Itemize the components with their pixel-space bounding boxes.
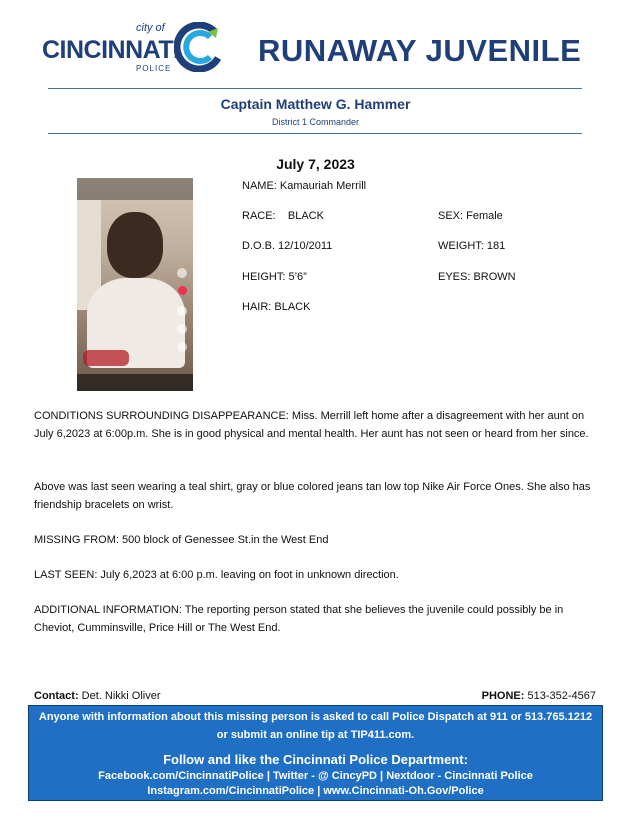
district-title: District 1 Commander bbox=[271, 117, 360, 127]
missing-person-photo bbox=[77, 178, 193, 391]
logo-city-of: city of bbox=[136, 22, 165, 34]
tip-line-1: Anyone with information about this missing person is asked to call Police Dispatch at 911 or 513.765.1212 bbox=[38, 711, 593, 723]
paragraph-missing-from: MISSING FROM: 500 block of Genessee St.in the West End bbox=[34, 534, 329, 546]
tip-info-box bbox=[28, 705, 603, 801]
detail-hair: HAIR: BLACK bbox=[242, 301, 311, 313]
cincinnati-c-logo-icon bbox=[174, 22, 224, 72]
detail-name: NAME: Kamauriah Merrill bbox=[242, 180, 367, 192]
photo-face bbox=[107, 212, 163, 278]
detail-race-label: RACE: bbox=[242, 210, 276, 222]
detail-weight: WEIGHT: 181 bbox=[438, 240, 506, 252]
bookmark-icon bbox=[177, 324, 187, 334]
photo-bottom-bar bbox=[77, 374, 193, 391]
phone-value: 513-352-4567 bbox=[527, 690, 596, 702]
contact-info bbox=[34, 690, 161, 702]
logo-police: POLICE bbox=[136, 64, 172, 73]
social-links-line-1: Facebook.com/CincinnatiPolice | Twitter - @ CincyPD | Nextdoor - Cincinnati Police bbox=[98, 770, 533, 782]
heart-icon bbox=[178, 286, 187, 295]
page-title: RUNAWAY JUVENILE bbox=[258, 33, 582, 68]
paragraph-additional: ADDITIONAL INFORMATION: The reporting person stated that she believes the juvenile could possibly be in Cheviot, Cumminsville, Price Hill or The West End. bbox=[34, 604, 564, 634]
header-divider-top bbox=[48, 88, 582, 89]
detail-sex: SEX: Female bbox=[438, 210, 503, 222]
cincinnati-police-logo bbox=[40, 18, 230, 78]
report-date bbox=[0, 156, 631, 172]
captain-name: Captain Matthew G. Hammer bbox=[220, 96, 411, 112]
detail-height: HEIGHT: 5’6” bbox=[242, 271, 307, 283]
photo-avatar-icon bbox=[177, 268, 187, 278]
contact-value: Det. Nikki Oliver bbox=[81, 690, 161, 702]
social-links-line-2: Instagram.com/CincinnatiPolice | www.Cincinnati-Oh.Gov/Police bbox=[147, 785, 484, 797]
contact-label: Contact: bbox=[34, 690, 79, 702]
detail-race bbox=[242, 210, 324, 222]
more-icon bbox=[177, 342, 187, 352]
phone-label: PHONE: bbox=[481, 690, 525, 702]
logo-cincinnati: CINCINNATI bbox=[42, 36, 180, 64]
detail-dob: D.O.B. 12/10/2011 bbox=[242, 240, 333, 252]
report-date-text: July 7, 2023 bbox=[276, 156, 355, 172]
paragraph-last-seen: LAST SEEN: July 6,2023 at 6:00 p.m. leaving on foot in unknown direction. bbox=[34, 569, 399, 581]
detail-race-value: BLACK bbox=[287, 210, 324, 222]
follow-heading: Follow and like the Cincinnati Police Department: bbox=[163, 752, 468, 767]
header-divider-bottom bbox=[48, 133, 582, 134]
paragraph-clothing: Above was last seen wearing a teal shirt, gray or blue colored jeans tan low top Nike Air Force Ones. She also has friendship bracelets on wrist. bbox=[34, 481, 591, 511]
tip-line-2: or submit an online tip at TIP411.com. bbox=[216, 729, 415, 741]
phone-info bbox=[482, 690, 596, 702]
photo-overlay-tag bbox=[83, 350, 129, 366]
comment-icon bbox=[177, 306, 187, 316]
paragraph-conditions: CONDITIONS SURROUNDING DISAPPEARANCE: Miss. Merrill left home after a disagreement with her aunt on July 6,2023 at 6:00p.m. She is in good physical and mental health. Her aunt has not seen or heard from her since. bbox=[34, 410, 589, 440]
detail-eyes: EYES: BROWN bbox=[438, 271, 516, 283]
photo-status-bar bbox=[77, 178, 193, 200]
